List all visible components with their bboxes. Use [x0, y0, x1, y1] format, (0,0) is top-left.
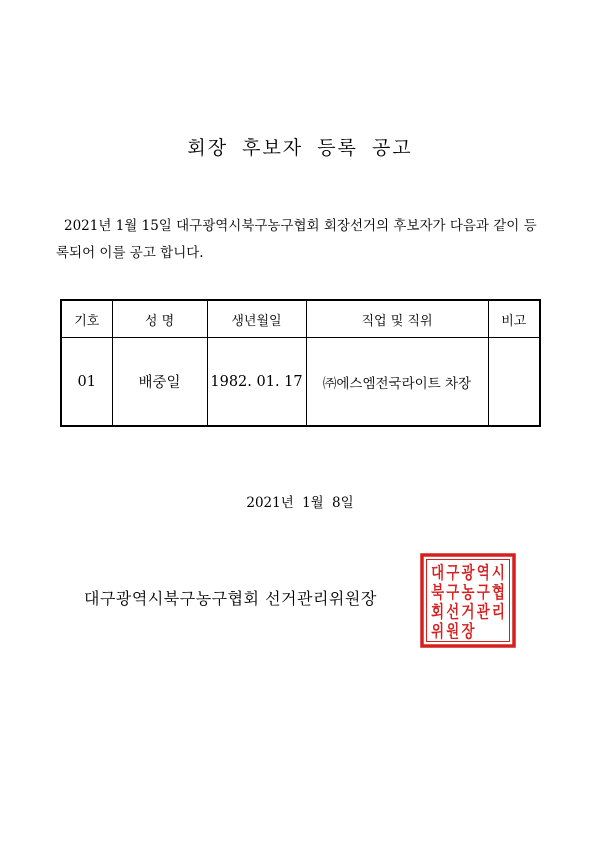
seal-glyph: 거 [461, 602, 478, 623]
seal-glyph: 원 [446, 622, 463, 643]
candidate-table [60, 299, 541, 427]
candidate-birthdate: 1982. 01. 17 [207, 338, 306, 427]
seal-glyph: 관 [476, 602, 494, 623]
candidate-name: 배중일 [112, 338, 207, 427]
announcement-body: 2021년 1월 15일 대구광역시북구농구협회 회장선거의 후보자가 다음과 같이 등록되어 이를 공고 합니다. [56, 218, 537, 261]
seal-glyph: 회 [431, 602, 448, 623]
seal-glyph: 구 [446, 563, 460, 584]
seal-glyph: 광 [461, 563, 478, 584]
header-occupation: 직업 및 직위 [306, 300, 488, 338]
seal-glyph: 시 [491, 563, 505, 584]
seal-glyph: 장 [461, 622, 478, 643]
header-birthdate: 생년월일 [207, 300, 306, 338]
candidate-occupation: ㈜에스엠전국라이트 차장 [306, 338, 488, 427]
seal-glyph: 구 [476, 583, 491, 604]
seal-glyph: 리 [491, 602, 509, 623]
seal-glyph: 농 [461, 583, 475, 604]
seal-glyph: 북 [431, 583, 448, 604]
signatory-title: 대구광역시북구농구협회 선거관리위원장 [84, 589, 377, 608]
header-number: 기호 [61, 300, 112, 338]
header-name: 성 명 [112, 300, 207, 338]
seal-glyph: 대 [431, 563, 448, 584]
candidate-number: 01 [61, 338, 112, 427]
seal-glyph: 협 [491, 583, 509, 604]
seal-glyph: 선 [446, 602, 463, 623]
table-row [61, 338, 540, 427]
header-note: 비고 [488, 300, 540, 338]
official-seal [420, 553, 516, 648]
seal-glyph: 위 [431, 622, 448, 643]
seal-glyph: 구 [446, 583, 460, 604]
seal-glyph: 역 [476, 563, 494, 584]
table-header-row [61, 300, 540, 338]
document-title: 회장 후보자 등록 공고 [187, 137, 413, 159]
candidate-note [488, 338, 540, 427]
announcement-date: 2021년 1월 8일 [246, 495, 354, 511]
